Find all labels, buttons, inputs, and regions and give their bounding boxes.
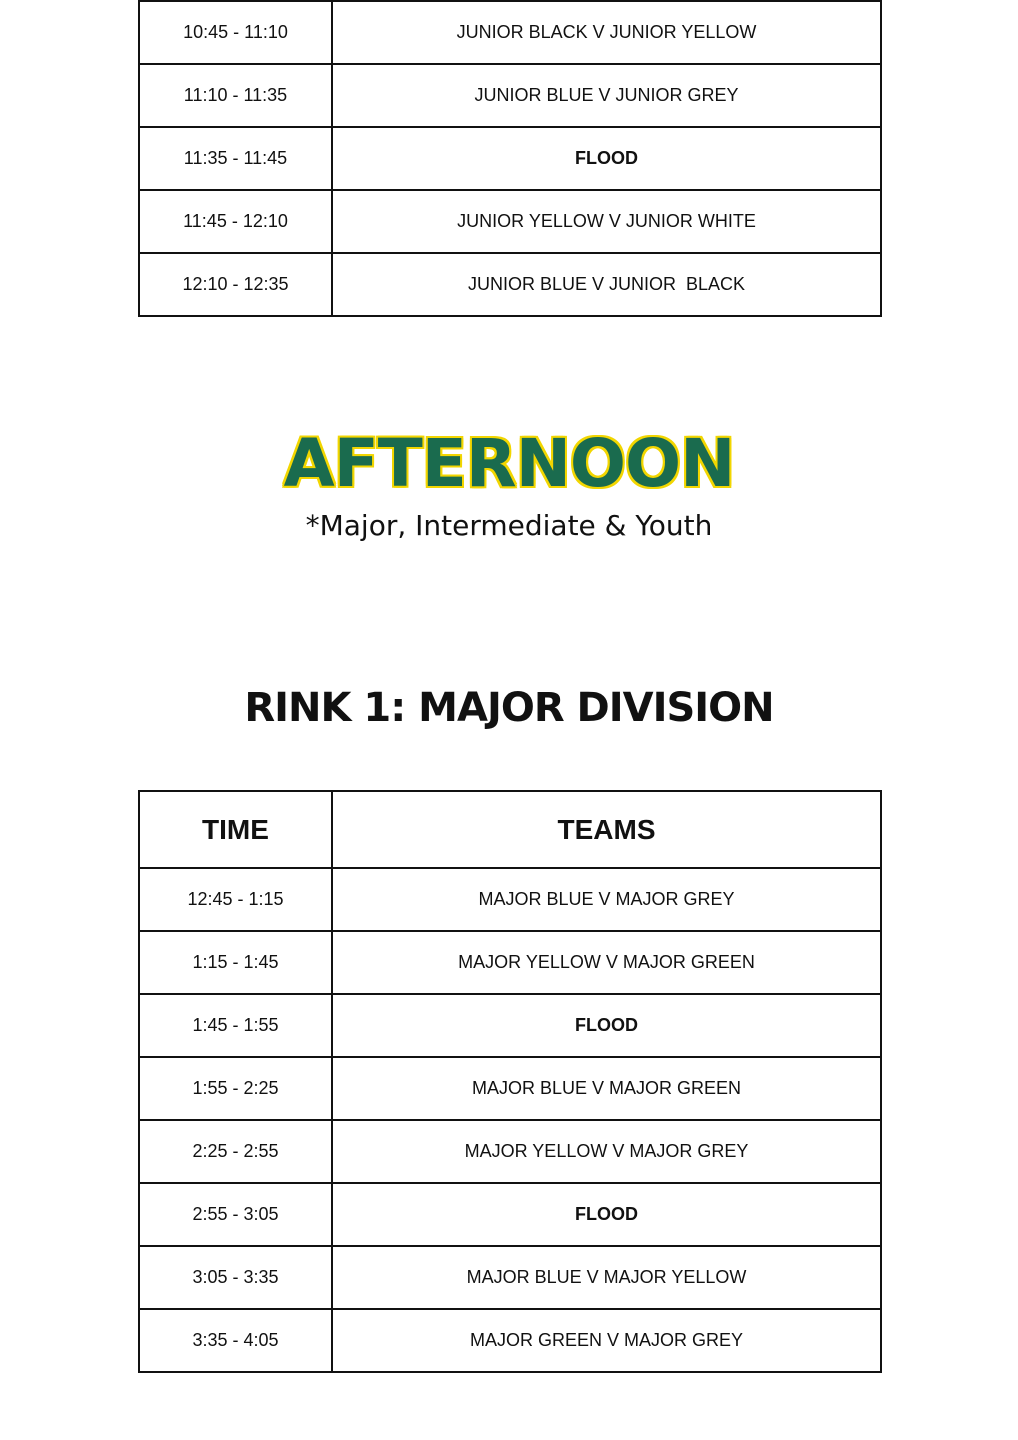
table-row bbox=[139, 1057, 881, 1120]
table-row bbox=[139, 127, 881, 190]
table-row bbox=[139, 931, 881, 994]
time-cell: 10:45 - 11:10 bbox=[139, 1, 332, 64]
teams-cell: MAJOR GREEN V MAJOR GREY bbox=[332, 1309, 881, 1372]
teams-cell: JUNIOR BLUE V JUNIOR BLACK bbox=[332, 253, 881, 316]
table-row bbox=[139, 1120, 881, 1183]
teams-cell: JUNIOR BLACK V JUNIOR YELLOW bbox=[332, 1, 881, 64]
teams-cell: JUNIOR YELLOW V JUNIOR WHITE bbox=[332, 190, 881, 253]
afternoon-title: AFTERNOON bbox=[283, 425, 735, 502]
table-row bbox=[139, 1183, 881, 1246]
time-cell: 11:10 - 11:35 bbox=[139, 64, 332, 127]
time-header: TIME bbox=[139, 791, 332, 868]
time-cell: 1:45 - 1:55 bbox=[139, 994, 332, 1057]
time-cell: 2:55 - 3:05 bbox=[139, 1183, 332, 1246]
teams-cell: MAJOR BLUE V MAJOR GREY bbox=[332, 868, 881, 931]
table-row bbox=[139, 994, 881, 1057]
time-cell: 11:45 - 12:10 bbox=[139, 190, 332, 253]
flood-cell: FLOOD bbox=[332, 994, 881, 1057]
rink1-heading: RINK 1: MAJOR DIVISION bbox=[244, 685, 774, 731]
time-cell: 1:55 - 2:25 bbox=[139, 1057, 332, 1120]
time-cell: 2:25 - 2:55 bbox=[139, 1120, 332, 1183]
major-division-schedule-table bbox=[138, 790, 882, 1373]
table-row bbox=[139, 868, 881, 931]
morning-schedule-table bbox=[138, 0, 882, 317]
teams-cell: MAJOR YELLOW V MAJOR GREEN bbox=[332, 931, 881, 994]
time-cell: 3:35 - 4:05 bbox=[139, 1309, 332, 1372]
teams-cell: MAJOR YELLOW V MAJOR GREY bbox=[332, 1120, 881, 1183]
time-cell: 3:05 - 3:35 bbox=[139, 1246, 332, 1309]
time-cell: 1:15 - 1:45 bbox=[139, 931, 332, 994]
flood-cell: FLOOD bbox=[332, 1183, 881, 1246]
afternoon-subtitle: *Major, Intermediate & Youth bbox=[305, 509, 713, 542]
flood-cell: FLOOD bbox=[332, 127, 881, 190]
teams-header: TEAMS bbox=[332, 791, 881, 868]
table-header-row bbox=[139, 791, 881, 868]
table-row bbox=[139, 64, 881, 127]
time-cell: 12:45 - 1:15 bbox=[139, 868, 332, 931]
table-row bbox=[139, 190, 881, 253]
time-cell: 12:10 - 12:35 bbox=[139, 253, 332, 316]
table-row bbox=[139, 1246, 881, 1309]
table-row bbox=[139, 1309, 881, 1372]
time-cell: 11:35 - 11:45 bbox=[139, 127, 332, 190]
teams-cell: MAJOR BLUE V MAJOR GREEN bbox=[332, 1057, 881, 1120]
table-row bbox=[139, 1, 881, 64]
table-row bbox=[139, 253, 881, 316]
teams-cell: JUNIOR BLUE V JUNIOR GREY bbox=[332, 64, 881, 127]
teams-cell: MAJOR BLUE V MAJOR YELLOW bbox=[332, 1246, 881, 1309]
